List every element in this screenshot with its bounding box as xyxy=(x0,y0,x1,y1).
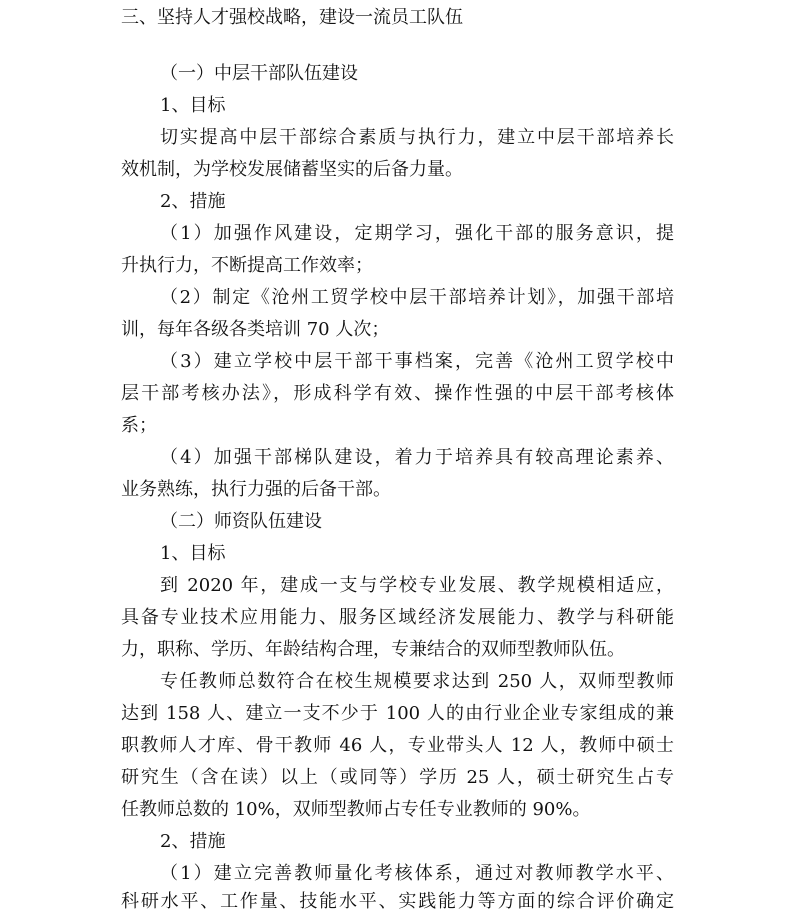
paragraph-line: （4）加强干部梯队建设，着力于培养具有较高理论素养、 xyxy=(160,447,674,468)
measures-label: 2、措施 xyxy=(160,831,226,852)
paragraph-line: 任教师总数的 10%，双师型教师占专任专业教师的 90%。 xyxy=(121,799,591,820)
subsection-title-teachers: （二）师资队伍建设 xyxy=(160,511,322,532)
measures-label: 2、措施 xyxy=(160,191,226,212)
paragraph-line: 训，每年各级各类培训 70 人次； xyxy=(121,319,390,340)
paragraph-line: 层干部考核办法》，形成科学有效、操作性强的中层干部考核体 xyxy=(121,383,674,404)
subsection-title-cadres: （一）中层干部队伍建设 xyxy=(160,63,358,84)
goal-label: 1、目标 xyxy=(160,543,226,564)
paragraph-line: 研究生（含在读）以上（或同等）学历 25 人，硕士研究生占专 xyxy=(121,767,674,788)
paragraph-line: （3）建立学校中层干部干事档案，完善《沧州工贸学校中 xyxy=(160,351,674,372)
paragraph-line: （1）建立完善教师量化考核体系，通过对教师教学水平、 xyxy=(160,863,674,884)
section-heading: 三、坚持人才强校战略，建设一流员工队伍 xyxy=(121,7,463,28)
paragraph-line: 力，职称、学历、年龄结构合理，专兼结合的双师型教师队伍。 xyxy=(121,639,625,660)
paragraph-line: 职教师人才库、骨干教师 46 人，专业带头人 12 人，教师中硕士 xyxy=(121,735,674,756)
paragraph-line: 切实提高中层干部综合素质与执行力，建立中层干部培养长 xyxy=(160,127,674,148)
paragraph-line: 具备专业技术应用能力、服务区域经济发展能力、教学与科研能 xyxy=(121,607,674,628)
paragraph-line: （1）加强作风建设，定期学习，强化干部的服务意识，提 xyxy=(160,223,674,244)
paragraph-line: 业务熟练，执行力强的后备干部。 xyxy=(121,479,391,500)
paragraph-line: 到 2020 年，建成一支与学校专业发展、教学规模相适应， xyxy=(160,575,674,596)
paragraph-line: （2）制定《沧州工贸学校中层干部培养计划》，加强干部培 xyxy=(160,287,674,308)
goal-label: 1、目标 xyxy=(160,95,226,116)
paragraph-line: 系； xyxy=(121,415,157,436)
paragraph-line: 达到 158 人、建立一支不少于 100 人的由行业企业专家组成的兼 xyxy=(121,703,674,724)
paragraph-line: 效机制，为学校发展储蓄坚实的后备力量。 xyxy=(121,159,463,180)
paragraph-line: 升执行力，不断提高工作效率； xyxy=(121,255,373,276)
paragraph-line: 科研水平、工作量、技能水平、实践能力等方面的综合评价确定 xyxy=(121,891,674,912)
paragraph-line: 专任教师总数符合在校生规模要求达到 250 人，双师型教师 xyxy=(160,671,674,692)
